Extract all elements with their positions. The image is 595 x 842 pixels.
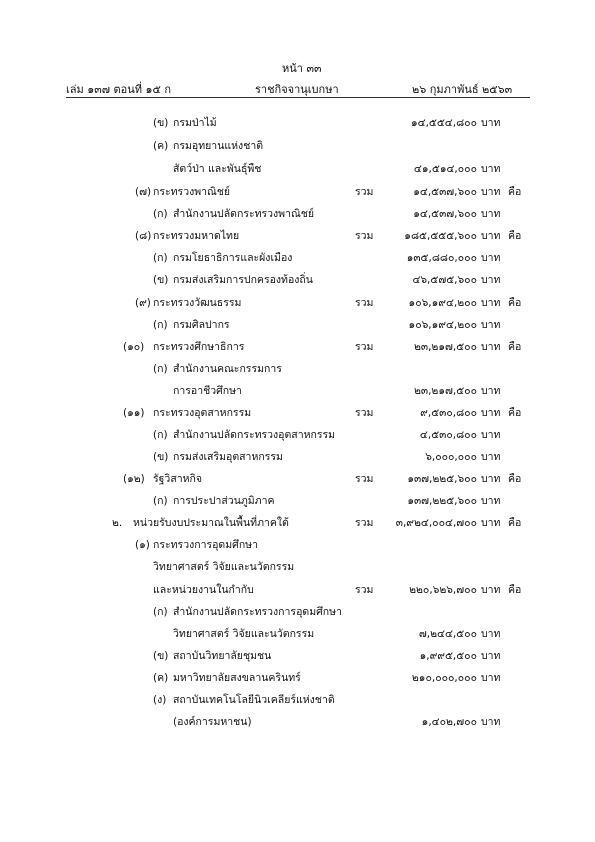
suffix-word: คือ — [508, 473, 522, 485]
amount-value: ๑๔,๕๓๗,๖๐๐ — [413, 208, 477, 220]
item-marker: (ค) — [153, 672, 169, 684]
item-name: หน่วยรับงบประมาณในพื้นที่ภาคใต้ — [133, 517, 289, 529]
amount-value: ๒๓,๒๑๗,๕๐๐ — [413, 341, 477, 353]
item-marker: ๒. — [112, 517, 123, 529]
item-name: สถาบันวิทยาลัยชุมชน — [173, 650, 272, 662]
amount-value: ๔,๕๓๐,๘๐๐ — [419, 429, 477, 441]
item-marker: (๑๒) — [123, 473, 145, 485]
suffix-word: คือ — [508, 230, 522, 242]
currency-unit: บาท — [481, 429, 501, 441]
amount-value: ๑๘๕,๕๕๕,๖๐๐ — [404, 230, 477, 242]
item-name: กรมอุทยานแห่งชาติ — [173, 140, 264, 152]
item-name: การประปาส่วนภูมิภาค — [173, 495, 275, 507]
item-name: สำนักงานคณะกรรมการ — [173, 363, 282, 375]
amount-value: ๒๓,๒๑๗,๕๐๐ — [413, 385, 477, 397]
item-name: กระทรวงมหาดไทย — [153, 230, 240, 242]
amount-value: ๑๐๖,๑๙๔,๒๐๐ — [408, 297, 477, 309]
suffix-word: คือ — [508, 297, 522, 309]
currency-unit: บาท — [481, 208, 501, 220]
item-name: สถาบันเทคโนโลยีนิวเคลียร์แห่งชาติ — [173, 694, 335, 706]
amount-value: ๗,๒๔๔,๕๐๐ — [418, 628, 477, 640]
item-name: กระทรวงวัฒนธรรม — [153, 297, 242, 309]
amount-value: ๓,๙๒๔,๐๐๔,๗๐๐ — [395, 517, 477, 529]
publish-date: ๒๖ กุมภาพันธ์ ๒๕๖๓ — [412, 83, 513, 96]
amount-value: ๖,๐๐๐,๐๐๐ — [425, 451, 477, 463]
currency-unit: บาท — [481, 117, 501, 129]
amount-value: ๔๑,๕๑๔,๐๐๐ — [413, 163, 477, 175]
item-marker: (ข) — [153, 451, 169, 463]
item-name: สำนักงานปลัดกระทรวงพาณิชย์ — [173, 208, 315, 220]
item-name: กรมส่งเสริมการปกครองท้องถิ่น — [173, 274, 313, 286]
suffix-word: คือ — [508, 517, 522, 529]
suffix-word: คือ — [508, 407, 522, 419]
amount-value: ๑๓๗,๒๒๕,๖๐๐ — [407, 473, 477, 485]
currency-unit: บาท — [481, 407, 501, 419]
amount-value: ๑,๙๙๕,๕๐๐ — [419, 650, 477, 662]
amount-value: ๙,๕๓๐,๘๐๐ — [420, 407, 477, 419]
total-label: รวม — [355, 341, 374, 353]
amount-value: ๔๖,๕๗๕,๖๐๐ — [412, 274, 477, 286]
amount-value: ๑,๔๐๒,๗๐๐ — [421, 716, 477, 728]
item-name: วิทยาศาสตร์ วิจัยและนวัตกรรม — [173, 628, 315, 640]
item-marker: (ก) — [153, 606, 168, 618]
volume-issue: เล่ม ๑๓๗ ตอนที่ ๑๕ ก — [66, 83, 171, 96]
currency-unit: บาท — [481, 274, 501, 286]
item-name: การอาชีวศึกษา — [173, 385, 242, 397]
currency-unit: บาท — [481, 650, 501, 662]
currency-unit: บาท — [481, 628, 501, 640]
item-name: สัตว์ป่า และพันธุ์พืช — [173, 163, 262, 175]
item-marker: (ก) — [153, 363, 168, 375]
gazette-name: ราชกิจจานุเบกษา — [255, 83, 339, 96]
currency-unit: บาท — [481, 186, 501, 198]
item-name: วิทยาศาสตร์ วิจัยและนวัตกรรม — [153, 561, 295, 573]
item-marker: (ก) — [153, 319, 168, 331]
item-marker: (ข) — [153, 650, 169, 662]
currency-unit: บาท — [481, 163, 501, 175]
item-name: รัฐวิสาหกิจ — [153, 473, 203, 485]
currency-unit: บาท — [481, 517, 501, 529]
item-marker: (๙) — [135, 297, 151, 309]
item-name: กระทรวงอุตสาหกรรม — [153, 407, 252, 419]
currency-unit: บาท — [481, 451, 501, 463]
currency-unit: บาท — [481, 319, 501, 331]
item-name: สำนักงานปลัดกระทรวงการอุดมศึกษา — [173, 606, 342, 618]
item-marker: (๑๑) — [123, 407, 145, 419]
total-label: รวม — [355, 517, 374, 529]
currency-unit: บาท — [481, 230, 501, 242]
currency-unit: บาท — [481, 297, 501, 309]
item-name: สำนักงานปลัดกระทรวงอุตสาหกรรม — [173, 429, 336, 441]
currency-unit: บาท — [481, 385, 501, 397]
total-label: รวม — [355, 473, 374, 485]
item-marker: (ก) — [153, 429, 168, 441]
item-name: กระทรวงศึกษาธิการ — [153, 341, 245, 353]
total-label: รวม — [355, 230, 374, 242]
item-marker: (ก) — [153, 495, 168, 507]
item-name: กรมส่งเสริมอุตสาหกรรม — [173, 451, 283, 463]
item-marker: (๘) — [135, 230, 152, 242]
item-marker: (๗) — [135, 186, 152, 198]
item-marker: (ข) — [153, 274, 169, 286]
item-name: กรมศิลปากร — [173, 319, 230, 331]
item-name: กรมป่าไม้ — [173, 117, 217, 129]
item-name: (องค์การมหาชน) — [173, 716, 252, 728]
currency-unit: บาท — [481, 473, 501, 485]
currency-unit: บาท — [481, 252, 501, 264]
item-marker: (ข) — [153, 117, 169, 129]
total-label: รวม — [355, 186, 374, 198]
suffix-word: คือ — [508, 584, 522, 596]
amount-value: ๒๑๐,๐๐๐,๐๐๐ — [411, 672, 477, 684]
currency-unit: บาท — [481, 716, 501, 728]
item-marker: (๑๐) — [123, 341, 145, 353]
amount-value: ๑๔,๕๕๔,๘๐๐ — [410, 117, 477, 129]
item-marker: (ค) — [153, 140, 169, 152]
item-marker: (ก) — [153, 208, 168, 220]
suffix-word: คือ — [508, 186, 522, 198]
amount-value: ๑๔,๕๓๗,๖๐๐ — [413, 186, 477, 198]
item-marker: (ง) — [153, 694, 167, 706]
total-label: รวม — [355, 584, 374, 596]
item-marker: (๑) — [135, 539, 150, 551]
item-name: กระทรวงการอุดมศึกษา — [153, 539, 258, 551]
header-rule — [66, 97, 530, 98]
amount-value: ๑๐๖,๑๙๔,๒๐๐ — [408, 319, 477, 331]
amount-value: ๒๒๐,๖๒๖,๗๐๐ — [409, 584, 477, 596]
total-label: รวม — [355, 407, 374, 419]
item-name: กรมโยธาธิการและผังเมือง — [173, 252, 293, 264]
item-name: และหน่วยงานในกำกับ — [153, 584, 254, 596]
currency-unit: บาท — [481, 341, 501, 353]
item-marker: (ก) — [153, 252, 168, 264]
item-name: มหาวิทยาลัยสงขลานครินทร์ — [173, 672, 301, 684]
currency-unit: บาท — [481, 495, 501, 507]
item-name: กระทรวงพาณิชย์ — [153, 186, 231, 198]
amount-value: ๑๓๕,๘๘๐,๐๐๐ — [406, 252, 477, 264]
currency-unit: บาท — [481, 584, 501, 596]
suffix-word: คือ — [508, 341, 522, 353]
currency-unit: บาท — [481, 672, 501, 684]
amount-value: ๑๓๗,๒๒๕,๖๐๐ — [407, 495, 477, 507]
total-label: รวม — [355, 297, 374, 309]
page-number: หน้า ๓๓ — [282, 62, 322, 75]
